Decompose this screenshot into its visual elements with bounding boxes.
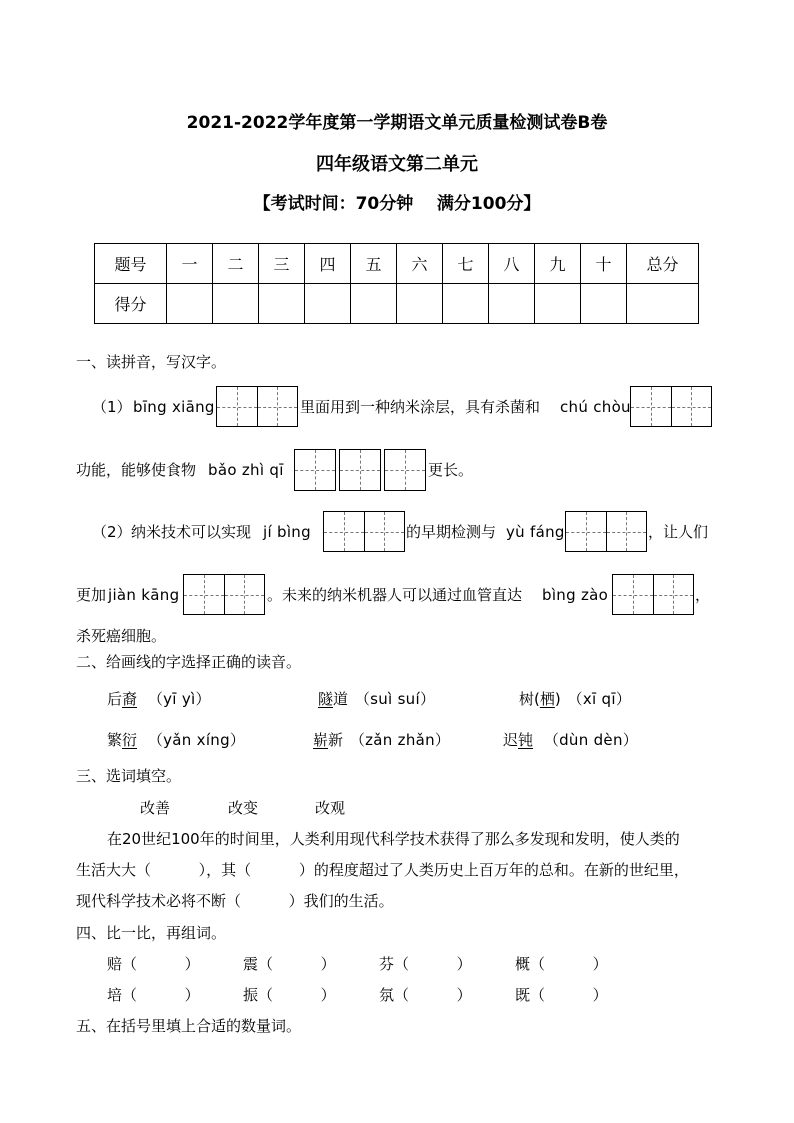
item1-number: （1） — [92, 398, 132, 416]
pinyin-chuchou: chú chòu — [560, 398, 631, 416]
text-zaoqi: 的早期检测与 — [406, 523, 497, 541]
score-header-3: 三 — [259, 244, 305, 284]
text-shasi: 杀死癌细胞。 — [76, 627, 167, 645]
pron-item — [318, 692, 435, 707]
writing-grid-qi[interactable] — [384, 449, 426, 491]
score-header-1: 一 — [167, 244, 213, 284]
pron-target: 崭 — [313, 731, 329, 749]
score-cell[interactable] — [443, 284, 489, 324]
fill-paragraph-line2: 生活大大（ ），其（ ）的程度超过了人类历史上百万年的总和。在新的世纪里， — [76, 861, 689, 879]
writing-grid-chuchou[interactable] — [630, 386, 712, 427]
pron-options[interactable]: （dùn dèn） — [543, 731, 639, 749]
compare-item[interactable]: 既（ ） — [515, 986, 608, 1004]
score-header-6: 六 — [397, 244, 443, 284]
writing-grid-yufang[interactable] — [565, 511, 647, 552]
pron-pre: 后 — [107, 690, 123, 708]
score-cell-total[interactable] — [627, 284, 699, 324]
pron-pre: 树( — [519, 690, 540, 708]
pron-options[interactable]: （yǎn xíng） — [147, 731, 246, 749]
text-gengjia: 更加 — [76, 586, 107, 604]
pron-pre: 迟 — [503, 731, 519, 749]
compare-item[interactable]: 振（ ） — [243, 986, 336, 1004]
pron-options[interactable]: （zǎn zhǎn） — [349, 731, 451, 749]
pron-options[interactable]: （xī qī） — [567, 690, 632, 708]
pron-pre: 繁 — [107, 731, 123, 749]
score-cell[interactable] — [535, 284, 581, 324]
score-cell[interactable] — [351, 284, 397, 324]
section5-heading: 五、在括号里填上合适的数量词。 — [76, 1017, 302, 1035]
compare-item[interactable]: 氛（ ） — [379, 986, 472, 1004]
text-limian: 里面用到一种纳米涂层，具有杀菌和 — [300, 398, 541, 416]
pinyin-baozhiqi: bǎo zhì qī — [208, 461, 284, 479]
writing-grid-bao[interactable] — [294, 449, 336, 491]
writing-grid-jiankang[interactable] — [183, 574, 265, 615]
compare-item[interactable]: 培（ ） — [107, 986, 200, 1004]
section2-heading: 二、给画线的字选择正确的读音。 — [76, 653, 302, 671]
pinyin-jibing: jí bìng — [263, 523, 311, 541]
score-header-10: 十 — [581, 244, 627, 284]
text-gengchang: 更长。 — [428, 461, 474, 479]
score-cell[interactable] — [305, 284, 351, 324]
score-header-9: 九 — [535, 244, 581, 284]
exam-info: 【考试时间：70分钟 满分100分】 — [253, 194, 541, 214]
pron-target: 隧 — [318, 690, 334, 708]
score-header-5: 五 — [351, 244, 397, 284]
pinyin-jiankang: jiàn kāng — [108, 586, 180, 604]
score-cell[interactable] — [489, 284, 535, 324]
score-header-label: 题号 — [95, 244, 167, 284]
pron-target: 衍 — [122, 731, 138, 749]
score-table — [94, 243, 699, 324]
pinyin-yufang: yù fáng — [506, 523, 565, 541]
page-title: 2021-2022学年度第一学期语文单元质量检测试卷B卷 — [186, 113, 608, 133]
score-header-7: 七 — [443, 244, 489, 284]
score-cell[interactable] — [259, 284, 305, 324]
compare-item[interactable]: 震（ ） — [243, 955, 336, 973]
writing-grid-bingxiang[interactable] — [216, 386, 298, 427]
section3-heading: 三、选词填空。 — [76, 767, 182, 785]
pron-target: 栖 — [539, 690, 555, 708]
writing-grid-jibing[interactable] — [323, 511, 405, 552]
pron-item — [519, 692, 631, 707]
compare-item[interactable]: 赔（ ） — [107, 955, 200, 973]
score-cell[interactable] — [213, 284, 259, 324]
score-cell[interactable] — [581, 284, 627, 324]
score-header-8: 八 — [489, 244, 535, 284]
pron-item — [107, 733, 245, 748]
pron-options[interactable]: （yī yì） — [147, 690, 211, 708]
pron-options[interactable]: （suì suí） — [354, 690, 436, 708]
pinyin-bingzao: bìng zào — [542, 586, 609, 604]
fill-paragraph-line3: 现代科学技术必将不断（ ）我们的生活。 — [76, 892, 394, 910]
word-option-1: 改善 — [140, 799, 171, 817]
word-option-2: 改变 — [228, 799, 259, 817]
pron-post: ) — [554, 690, 561, 708]
pron-item — [107, 692, 211, 707]
score-cell[interactable] — [397, 284, 443, 324]
writing-grid-zhi[interactable] — [339, 449, 381, 491]
section4-heading: 四、比一比，再组词。 — [76, 924, 227, 942]
compare-item[interactable]: 概（ ） — [515, 955, 608, 973]
score-header-2: 二 — [213, 244, 259, 284]
writing-grid-bingzao[interactable] — [612, 574, 694, 615]
score-cell[interactable] — [167, 284, 213, 324]
pinyin-bingxiang: bīng xiāng — [133, 398, 215, 416]
pron-item — [503, 733, 638, 748]
pron-post: 新 — [328, 731, 344, 749]
page-subtitle: 四年级语文第二单元 — [316, 154, 478, 175]
text-weilai: 。未来的纳米机器人可以通过血管直达 — [267, 586, 523, 604]
pron-target: 钝 — [518, 731, 534, 749]
word-option-3: 改观 — [315, 799, 346, 817]
text-gongneng: 功能，能够使食物 — [76, 461, 197, 479]
pron-target: 裔 — [122, 690, 138, 708]
score-header-total: 总分 — [627, 244, 699, 284]
text-rangrenmen: ，让人们 — [648, 523, 709, 541]
section1-heading: 一、读拼音，写汉字。 — [76, 353, 227, 371]
item2-number: （2） — [92, 523, 132, 541]
fill-paragraph-line1: 在20世纪100年的时间里，人类利用现代科学技术获得了那么多发现和发明，使人类的 — [107, 830, 680, 848]
text-comma: ， — [695, 586, 711, 604]
pron-item — [313, 733, 450, 748]
score-row-label: 得分 — [95, 284, 167, 324]
text-namijishu: 纳米技术可以实现 — [131, 523, 252, 541]
compare-item[interactable]: 芬（ ） — [379, 955, 472, 973]
score-header-4: 四 — [305, 244, 351, 284]
pron-post: 道 — [333, 690, 349, 708]
